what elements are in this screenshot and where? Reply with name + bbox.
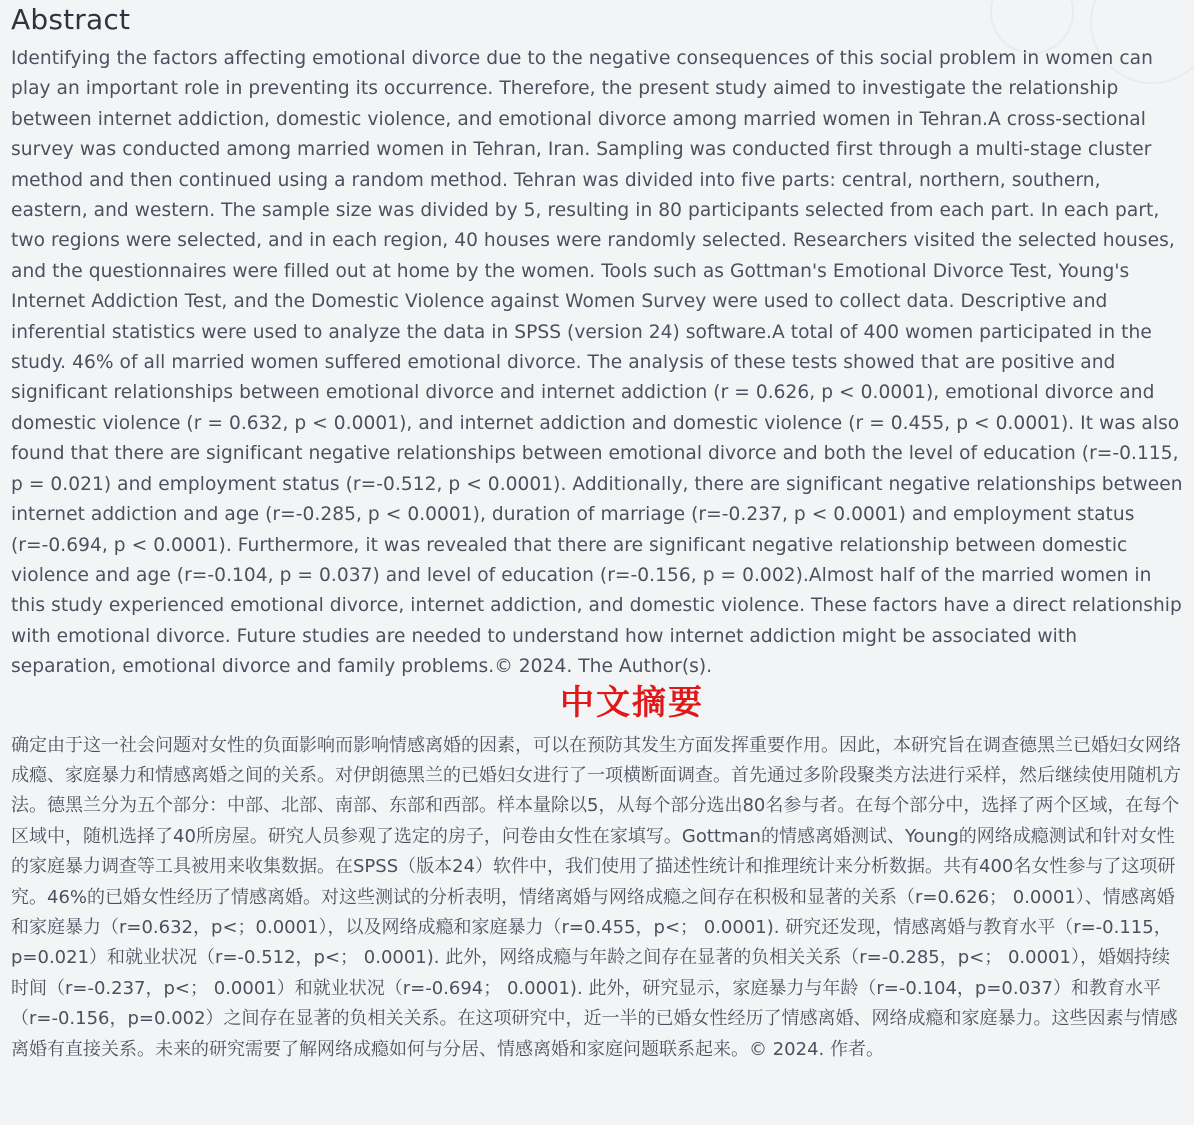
abstract-text-chinese: 确定由于这一社会问题对女性的负面影响而影响情感离婚的因素，可以在预防其发生方面发挥重要作用。因此，本研究旨在调查德黑兰已婚妇女网络成瘾、家庭暴力和情感离婚之间的关系。对伊朗德黑兰的已婚妇女进行了一项横断面调查。首先通过多阶段聚类方法进行采样，然后继续使用随机方法。德黑兰分为五个部分：中部、北部、南部、东部和西部。样本量除以5，从每个部分选出80名参与者。在每个部分中，选择了两个区域，在每个区域中，随机选择了40所房屋。研究人员参观了选定的房子，问卷由女性在家填写。Gottman的情感离婚测试、Young的网络成瘾测试和针对女性的家庭暴力调查等工具被用来收集数据。在SPSS（版本24）软件中，我们使用了描述性统计和推理统计来分析数据。共有400名女性参与了这项研究。46%的已婚女性经历了情感离婚。对这些测试的分析表明，情绪离婚与网络成瘾之间存在积极和显著的关系（r=0.626； 0.0001）、情感离婚和家庭暴力（r=0.632，p<；0.0001），以及网络成瘾和家庭暴力（r=0.455，p<； 0.0001). 研究还发现，情感离婚与教育水平（r=-0.115，p=0.021）和就业状况（r=-0.512，p<； 0.0001). 此外，网络成瘾与年龄之间存在显著的负相关关系（r=-0.285，p<； 0.0001），婚姻持续时间（r=-0.237，p<； 0.0001）和就业状况（r=-0.694； 0.0001). 此外，研究显示，家庭暴力与年龄（r=-0.104，p=0.037）和教育水平（r=-0.156，p=0.002）之间存在显著的负相关关系。在这项研究中，近一半的已婚女性经历了情感离婚、网络成瘾和家庭暴力。这些因素与情感离婚有直接关系。未来的研究需要了解网络成瘾如何与分居、情感离婚和家庭问题联系起来。© 2024. 作者。 — [11, 734, 1181, 1060]
chinese-abstract-heading: 中文摘要 — [560, 682, 704, 723]
abstract-text-english: Identifying the factors affecting emotional divorce due to the negative consequences of this social problem in women can play an important role in preventing its occurrence. Therefore, the present study aimed to investigate the relationship between internet addiction, domestic violence, and emotional divorce among married women in Tehran.A cross-sectional survey was conducted among married women in Tehran, Iran. Sampling was conducted first through a multi-stage cluster method and then continued using a random method. Tehran was divided into five parts: central, northern, southern, eastern, and western. The sample size was divided by 5, resulting in 80 participants selected from each part. In each part, two regions were selected, and in each region, 40 houses were randomly selected. Researchers visited the selected houses, and the questionnaires were filled out at home by the women. Tools such as Gottman's Emotional Divorce Test, Young's Internet Addiction Test, and the Domestic Violence against Women Survey were used to collect data. Descriptive and inferential statistics were used to analyze the data in SPSS (version 24) software.A total of 400 women participated in the study. 46% of all married women suffered emotional divorce. The analysis of these tests showed that are positive and significant relationships between emotional divorce and internet addiction (r = 0.626, p < 0.0001), emotional divorce and domestic violence (r = 0.632, p < 0.0001), and internet addiction and domestic violence (r = 0.455, p < 0.0001). It was also found that there are significant negative relationships between emotional divorce and both the level of education (r=-0.115, p = 0.021) and employment status (r=-0.512, p < 0.0001). Additionally, there are significant negative relationships between internet addiction and age (r=-0.285, p < 0.0001), duration of marriage (r=-0.237, p < 0.0001) and employment status (r=-0.694, p < 0.0001). Furthermore, it was revealed that there are significant negative relationship between domestic violence and age (r=-0.104, p = 0.037) and level of education (r=-0.156, p = 0.002).Almost half of the married women in this study experienced emotional divorce, internet addiction, and domestic violence. These factors have a direct relationship with emotional divorce. Future studies are needed to understand how internet addiction might be associated with separation, emotional divorce and family problems.© 2024. The Author(s). — [11, 48, 1183, 678]
abstract-heading: Abstract — [11, 3, 131, 36]
